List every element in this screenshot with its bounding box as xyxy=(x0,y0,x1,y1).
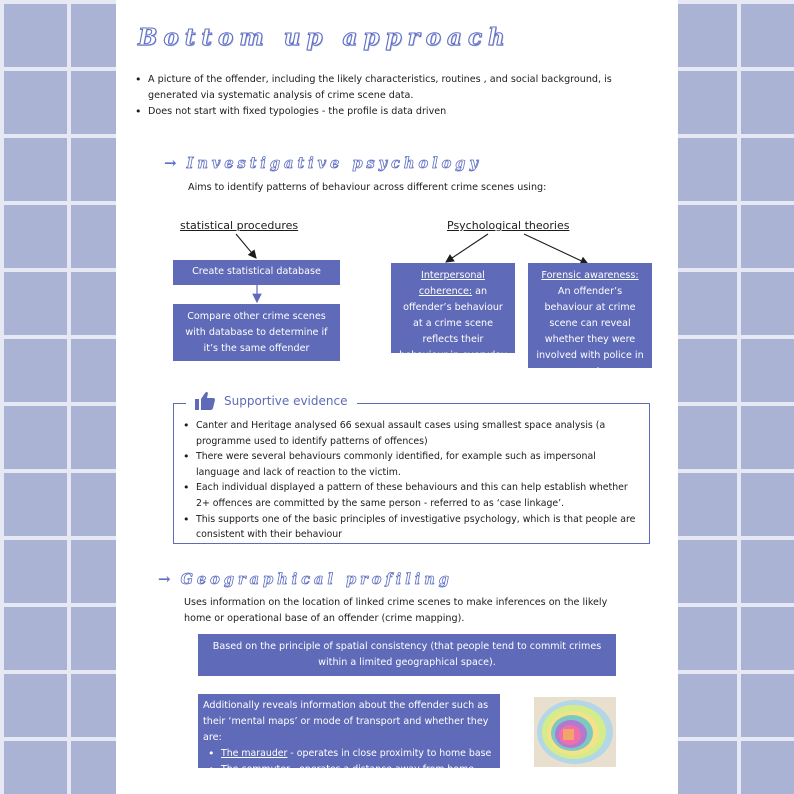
create-database-box: Create statistical database xyxy=(173,260,340,285)
thumbs-up-icon xyxy=(194,391,216,411)
evidence-bullet: • Canter and Heritage analysed 66 sexual assault cases using smallest space analysis (a programme used to identify patterns of offences) xyxy=(180,418,642,449)
investigative-heading-text: Investigative psychology xyxy=(186,155,482,172)
statistical-procedures-label: statistical procedures xyxy=(180,219,299,232)
offender-types-list xyxy=(205,746,495,793)
arrow-line xyxy=(236,234,256,258)
offender-type-text: - operates a distance away from home base. xyxy=(221,763,475,791)
spatial-consistency-box: Based on the principle of spatial consistency (that people tend to commit crimes within a limited geographical space). xyxy=(198,634,616,676)
crime-map-drawing xyxy=(534,697,616,767)
evidence-bullet: • There were several behaviours commonly identified, for example such as impersonal language and lack of reaction to the victim. xyxy=(180,449,642,480)
compare-scenes-box: Compare other crime scenes with database to determine if it’s the same offender xyxy=(173,304,340,361)
arrow-line xyxy=(524,234,588,264)
arrow-line xyxy=(446,234,488,262)
intro-bullet: • A picture of the offender, including the likely characteristics, routines , and social background, is generated via systematic analysis of crime scene data. xyxy=(132,72,652,104)
offender-type-term: The commuter xyxy=(221,763,290,775)
interpersonal-term: Interpersonal coherence: xyxy=(418,270,485,297)
intro-bullet: • Does not start with fixed typologies - the profile is data driven xyxy=(132,104,652,120)
evidence-bullet: • Each individual displayed a pattern of these behaviours and this can help establish whether 2+ offences are committed by the same person - referred to as ‘case linkage’. xyxy=(180,480,642,511)
forensic-awareness-box xyxy=(528,263,652,377)
forensic-term: Forensic awareness: xyxy=(541,270,639,281)
evidence-heading-text: Supportive evidence xyxy=(224,394,348,408)
evidence-heading xyxy=(186,389,357,413)
document-page xyxy=(116,0,678,794)
offender-type-item xyxy=(205,746,495,762)
arrow-right-icon: → xyxy=(158,570,171,588)
offender-type-text: - operates in close proximity to home base xyxy=(287,748,492,759)
page-title: Bottom up approach xyxy=(138,24,511,51)
offender-type-item xyxy=(205,762,495,794)
geographical-intro: Uses information on the location of linked crime scenes to make inferences on the likely home or operational base of an offender (crime mapping). xyxy=(184,597,608,624)
evidence-bullet: • This supports one of the basic principles of investigative psychology, which is that people are consistent with their behaviour xyxy=(180,512,642,543)
additional-info-text: Additionally reveals information about the offender such as their ‘mental maps’ or mode of transport and whether they are: xyxy=(203,700,489,743)
supportive-evidence-box xyxy=(173,403,650,544)
evidence-bullet-list xyxy=(180,418,642,543)
offender-type-term: The marauder xyxy=(221,748,288,759)
forensic-text: An offender’s behaviour at crime scene can reveal whether they were involved with police in past xyxy=(536,286,644,377)
offender-types-box xyxy=(198,694,500,791)
investigative-aim: Aims to identify patterns of behaviour across different crime scenes using: xyxy=(188,182,547,193)
arrow-right-icon: → xyxy=(164,154,177,172)
geographical-heading xyxy=(158,570,453,588)
interpersonal-coherence-box xyxy=(391,263,515,377)
psychological-theories-label: Psychological theories xyxy=(447,219,570,232)
interpersonal-text: an offender’s behaviour at a crime scene reflects their behaviour in everyday life xyxy=(399,286,507,377)
geographical-heading-text: Geographical profiling xyxy=(180,571,453,588)
